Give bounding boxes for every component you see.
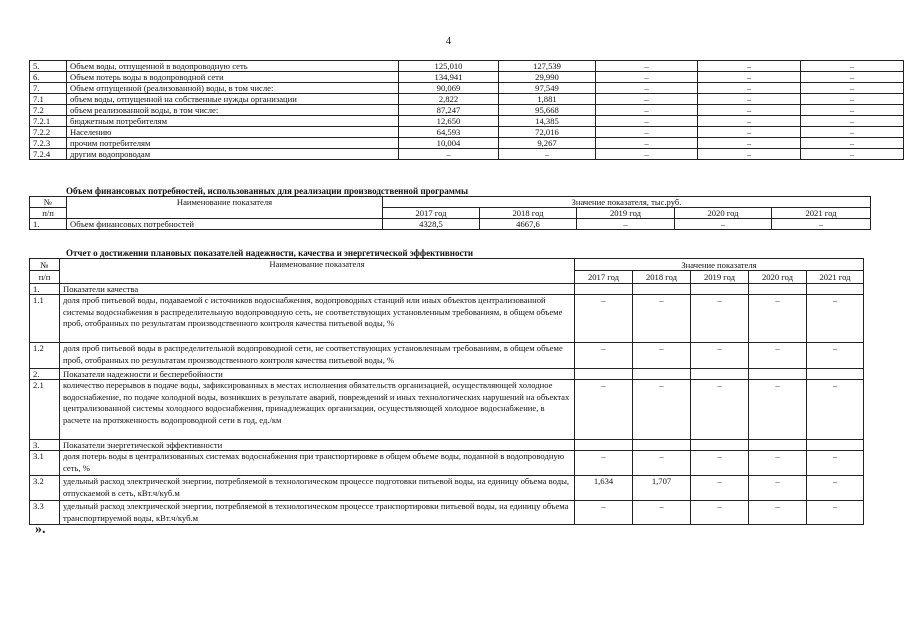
- row-name: объем реализованной воды, в том числе:: [67, 105, 399, 116]
- row-num: 2.1: [30, 380, 60, 440]
- empty-cell: [807, 440, 864, 451]
- row-value: 72,016: [499, 127, 596, 138]
- header-year: 2020 год: [675, 208, 772, 219]
- row-name: другим водопроводам: [67, 149, 399, 160]
- table-header-row: [30, 197, 871, 208]
- indicator-value: –: [633, 295, 691, 343]
- row-value: –: [596, 105, 698, 116]
- row-name: Населению: [67, 127, 399, 138]
- row-value: 125,010: [399, 61, 499, 72]
- row-value: 90,069: [399, 83, 499, 94]
- empty-cell: [807, 284, 864, 295]
- indicator-value: –: [749, 501, 807, 525]
- row-value: –: [596, 72, 698, 83]
- row-num: 7.2.1: [30, 116, 67, 127]
- row-name: прочим потребителям: [67, 138, 399, 149]
- water-volume-table-body: [30, 61, 904, 160]
- row-value: –: [801, 61, 904, 72]
- row-num: 5.: [30, 61, 67, 72]
- row-value: –: [801, 138, 904, 149]
- header-year: 2018 год: [480, 208, 577, 219]
- row-value: –: [801, 72, 904, 83]
- row-value: –: [698, 127, 801, 138]
- row-value: –: [698, 105, 801, 116]
- row-value: –: [772, 219, 871, 230]
- header-num: №: [30, 259, 60, 271]
- row-value: –: [801, 94, 904, 105]
- indicator-value: –: [749, 476, 807, 501]
- header-year: 2021 год: [807, 271, 864, 284]
- row-num: 1.2: [30, 343, 60, 369]
- header-num: №: [30, 197, 67, 208]
- indicator-value: –: [807, 476, 864, 501]
- empty-cell: [749, 440, 807, 451]
- closing-mark: ».: [35, 522, 46, 537]
- row-value: –: [399, 149, 499, 160]
- row-num: 3.1: [30, 451, 60, 476]
- row-name: Объем финансовых потребностей: [67, 219, 383, 230]
- indicator-name: доля потерь воды в централизованных системах водоснабжения при транспортировке в общем объеме воды, поданной в водопроводную сеть, %: [60, 451, 575, 476]
- indicator-value: –: [633, 451, 691, 476]
- indicators-table-body: [30, 259, 864, 525]
- row-name: Объем отпущенной (реализованной) воды, в том числе:: [67, 83, 399, 94]
- table-row: [30, 138, 904, 149]
- section-title: Показатели качества: [60, 284, 575, 295]
- row-value: –: [698, 149, 801, 160]
- row-value: –: [801, 149, 904, 160]
- header-year: 2017 год: [383, 208, 480, 219]
- row-num: 7.: [30, 83, 67, 94]
- row-value: –: [698, 94, 801, 105]
- indicator-value: –: [575, 380, 633, 440]
- row-num: 1.: [30, 284, 60, 295]
- row-value: 1,881: [499, 94, 596, 105]
- indicator-value: –: [691, 501, 749, 525]
- row-value: –: [698, 116, 801, 127]
- table-row: [30, 105, 904, 116]
- table-row: [30, 127, 904, 138]
- indicator-value: 1,634: [575, 476, 633, 501]
- indicator-value: –: [633, 343, 691, 369]
- indicator-value: –: [575, 451, 633, 476]
- section-title: Показатели энергетической эффективности: [60, 440, 575, 451]
- row-num: 3.3: [30, 501, 60, 525]
- indicator-name: удельный расход электрической энергии, потребляемой в технологическом процессе подготовки питьевой воды, на единицу объема воды, отпускаемой в сеть, кВт.ч/куб.м: [60, 476, 575, 501]
- row-value: –: [698, 61, 801, 72]
- header-num-sub: п/п: [30, 208, 67, 219]
- row-num: 1.1: [30, 295, 60, 343]
- header-year: 2020 год: [749, 271, 807, 284]
- row-name: Объем воды, отпущенной в водопроводную сеть: [67, 61, 399, 72]
- empty-cell: [575, 369, 633, 380]
- header-value: Значение показателя, тыс.руб.: [383, 197, 871, 208]
- table-row: [30, 501, 864, 525]
- header-year: 2021 год: [772, 208, 871, 219]
- row-num: 7.2.2: [30, 127, 67, 138]
- indicator-value: –: [749, 380, 807, 440]
- row-value: –: [596, 94, 698, 105]
- row-value: 2,822: [399, 94, 499, 105]
- indicators-table: [29, 258, 864, 525]
- indicator-value: –: [807, 343, 864, 369]
- indicator-value: –: [691, 295, 749, 343]
- row-num: 6.: [30, 72, 67, 83]
- header-num-sub: п/п: [30, 271, 60, 284]
- section-row: [30, 284, 864, 295]
- indicators-report-title: Отчет о достижении плановых показателей надежности, качества и энергетической эффективности: [66, 248, 474, 258]
- row-name: объем воды, отпущенной на собственные нужды организации: [67, 94, 399, 105]
- indicator-value: –: [749, 451, 807, 476]
- indicator-value: –: [807, 451, 864, 476]
- header-value: Значение показателя: [575, 259, 864, 271]
- indicator-value: –: [691, 380, 749, 440]
- row-value: –: [801, 127, 904, 138]
- row-value: –: [499, 149, 596, 160]
- empty-cell: [633, 440, 691, 451]
- table-row: [30, 295, 864, 343]
- table-row: [30, 343, 864, 369]
- row-value: 9,267: [499, 138, 596, 149]
- header-year: 2018 год: [633, 271, 691, 284]
- row-value: –: [596, 138, 698, 149]
- row-value: –: [801, 116, 904, 127]
- page-number: 4: [446, 36, 451, 47]
- indicator-value: –: [575, 295, 633, 343]
- row-num: 3.2: [30, 476, 60, 501]
- empty-cell: [575, 440, 633, 451]
- row-name: Объем потерь воды в водопроводной сети: [67, 72, 399, 83]
- row-value: –: [698, 72, 801, 83]
- row-value: –: [596, 116, 698, 127]
- indicator-value: –: [807, 380, 864, 440]
- header-year: 2019 год: [577, 208, 675, 219]
- indicator-value: –: [749, 343, 807, 369]
- row-value: 87,247: [399, 105, 499, 116]
- row-value: 4667,6: [480, 219, 577, 230]
- section-row: [30, 369, 864, 380]
- row-value: –: [801, 83, 904, 94]
- row-num: 7.2.3: [30, 138, 67, 149]
- table-row: [30, 451, 864, 476]
- empty-cell: [691, 440, 749, 451]
- row-value: 10,004: [399, 138, 499, 149]
- row-value: –: [675, 219, 772, 230]
- header-name: Наименование показателя: [67, 197, 383, 219]
- row-value: 127,539: [499, 61, 596, 72]
- row-value: 134,941: [399, 72, 499, 83]
- row-value: –: [698, 83, 801, 94]
- empty-cell: [749, 369, 807, 380]
- financial-needs-table: [29, 196, 871, 230]
- row-value: 95,668: [499, 105, 596, 116]
- table-row: [30, 380, 864, 440]
- empty-cell: [807, 369, 864, 380]
- header-year: 2017 год: [575, 271, 633, 284]
- row-name: бюджетным потребителям: [67, 116, 399, 127]
- row-num: 7.2.4: [30, 149, 67, 160]
- indicator-name: удельный расход электрической энергии, потребляемой в технологическом процессе транспортировки питьевой воды, на единицу объема транспортируемой воды, кВт.ч/куб.м: [60, 501, 575, 525]
- row-value: 29,990: [499, 72, 596, 83]
- empty-cell: [575, 284, 633, 295]
- row-num: 3.: [30, 440, 60, 451]
- water-volume-table: [29, 60, 904, 160]
- row-num: 1.: [30, 219, 67, 230]
- row-value: –: [596, 149, 698, 160]
- empty-cell: [633, 369, 691, 380]
- row-value: –: [577, 219, 675, 230]
- indicator-value: –: [691, 476, 749, 501]
- indicator-name: доля проб питьевой воды, подаваемой с источников водоснабжения, водопроводных станций или иных объектов централизованной системы водоснабжения в распределительную водопроводную сеть, не соответствующих установленным требованиям, в общем объеме проб, отобранных по результатам производственного контроля качества питьевой воды, %: [60, 295, 575, 343]
- row-value: 97,549: [499, 83, 596, 94]
- row-value: 64,593: [399, 127, 499, 138]
- empty-cell: [633, 284, 691, 295]
- indicator-name: доля проб питьевой воды в распределительной водопроводной сети, не соответствующих установленным требованиям, в общем объеме проб, отобранных по результатам производственного контроля качества питьевой воды, %: [60, 343, 575, 369]
- row-num: 2.: [30, 369, 60, 380]
- header-name: Наименование показателя: [60, 259, 575, 284]
- row-value: –: [596, 127, 698, 138]
- indicator-value: –: [807, 501, 864, 525]
- table-header-row: [30, 259, 864, 271]
- table-row: [30, 116, 904, 127]
- indicator-value: –: [807, 295, 864, 343]
- row-num: 7.2: [30, 105, 67, 116]
- row-num: 7.1: [30, 94, 67, 105]
- indicator-value: –: [749, 295, 807, 343]
- section-row: [30, 440, 864, 451]
- empty-cell: [691, 284, 749, 295]
- indicator-value: –: [691, 343, 749, 369]
- indicator-value: –: [575, 501, 633, 525]
- row-value: 12,650: [399, 116, 499, 127]
- table-row: [30, 149, 904, 160]
- row-value: –: [801, 105, 904, 116]
- table-row: [30, 83, 904, 94]
- empty-cell: [691, 369, 749, 380]
- indicator-value: 1,707: [633, 476, 691, 501]
- financial-needs-title: Объем финансовых потребностей, использованных для реализации производственной программы: [66, 186, 469, 196]
- indicator-value: –: [575, 343, 633, 369]
- section-title: Показатели надежности и бесперебойности: [60, 369, 575, 380]
- table-row: [30, 61, 904, 72]
- table-row: [30, 72, 904, 83]
- table-row: [30, 219, 871, 230]
- row-value: –: [596, 83, 698, 94]
- indicator-value: –: [691, 451, 749, 476]
- indicator-name: количество перерывов в подаче воды, зафиксированных в местах исполнения обязательств организацией, осуществляющей холодное водоснабжение, по подаче холодной воды, возникших в результате аварий, повреждений и иных технологических нарушений на объектах централизованной системы холодного водоснабжения, принадлежащих организации, осуществляющей холодное водоснабжение, в расчете на протяженность водопроводной сети в год, ед./км: [60, 380, 575, 440]
- row-value: –: [596, 61, 698, 72]
- indicator-value: –: [633, 380, 691, 440]
- empty-cell: [749, 284, 807, 295]
- row-value: 4328,5: [383, 219, 480, 230]
- row-value: 14,385: [499, 116, 596, 127]
- header-year: 2019 год: [691, 271, 749, 284]
- indicator-value: –: [633, 501, 691, 525]
- table-row: [30, 476, 864, 501]
- table-row: [30, 94, 904, 105]
- row-value: –: [698, 138, 801, 149]
